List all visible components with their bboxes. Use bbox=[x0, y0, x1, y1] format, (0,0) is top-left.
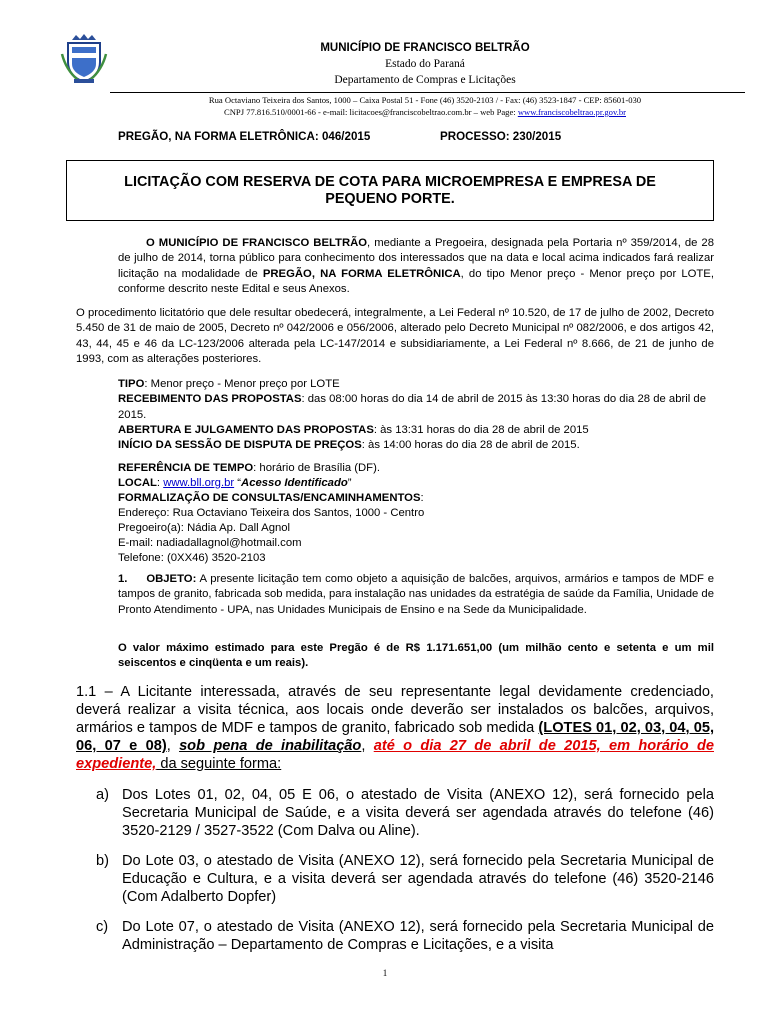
local-quote-open: “ bbox=[234, 477, 242, 489]
section-1-1-sep: , bbox=[166, 738, 180, 754]
local-link[interactable]: www.bll.org.br bbox=[163, 477, 235, 489]
list-item-text: Do Lote 03, o atestado de Visita (ANEXO 12), será fornecido pela Secretaria Municipal de Educação e Cultura, e a visita deverá ser agendada através do telefone (46) 3520-2146 (Com Adalberto Dopfer) bbox=[122, 853, 714, 905]
abertura-value: : às 13:31 horas do dia 28 de abril de 2015 bbox=[373, 423, 589, 436]
header-divider bbox=[110, 92, 745, 93]
section-1-1-sep2: , bbox=[361, 738, 374, 754]
section-1-1 bbox=[76, 683, 714, 773]
intro-bold-lead: O MUNICÍPIO DE FRANCISCO BELTRÃO bbox=[146, 237, 368, 249]
section-1-1-pena: sob pena de inabilitação bbox=[179, 738, 362, 754]
pregao-number: PREGÃO, NA FORMA ELETRÔNICA: 046/2015 bbox=[118, 130, 371, 143]
municipal-coat-of-arms-icon bbox=[60, 34, 108, 84]
recebimento-value: : das 08:00 horas do dia 14 de abril de 2015 às 13:30 horas do dia 28 de abril de 2015. bbox=[118, 393, 706, 421]
formalizacao-label: FORMALIZAÇÃO DE CONSULTAS/ENCAMINHAMENTOS bbox=[118, 492, 421, 504]
page-number: 1 bbox=[382, 968, 388, 978]
section-1-1-text-1: 1.1 – A Licitante interessada, através de seu representante legal devidamente credenciado, deverá realizar a visita técnica, aos locais onde deverão ser instalados os balcões, arquivos, armários e tampos de MDF e tampos de granito, fabricado sob medida bbox=[76, 684, 714, 736]
header-state: Estado do Paraná bbox=[385, 58, 465, 70]
intro-text-2: , do tipo Menor preço - Menor preço por LOTE, conforme descrito neste Edital e seus Anexos. bbox=[118, 267, 714, 295]
tempo-value: : horário de Brasília (DF). bbox=[253, 462, 380, 474]
recebimento-label: RECEBIMENTO DAS PROPOSTAS bbox=[118, 393, 302, 406]
header-contact bbox=[110, 107, 740, 117]
section-1-1-text-2: da seguinte forma: bbox=[156, 756, 282, 772]
list-item-text: Dos Lotes 01, 02, 04, 05 E 06, o atestado de Visita (ANEXO 12), será fornecido pela Secretaria Municipal de Saúde, e a visita deverá ser agendada através do telefone (46) 3520-2129 / 3527-3522 (Com Dalva ou Aline). bbox=[122, 787, 714, 839]
valor-paragraph: O valor máximo estimado para este Pregão é de R$ 1.171.651,00 (um milhão cento e setenta e um mil seiscentos e cinqüenta e um reais). bbox=[118, 642, 714, 670]
header-title: MUNICÍPIO DE FRANCISCO BELTRÃO bbox=[320, 42, 530, 54]
local-access: Acesso Identificado bbox=[241, 477, 348, 489]
tempo-line bbox=[118, 461, 714, 476]
inicio-value: : às 14:00 horas do dia 28 de abril de 2015. bbox=[361, 439, 580, 452]
local-quote-close: ” bbox=[347, 477, 352, 489]
tipo-label: TIPO bbox=[118, 378, 145, 390]
formalizacao-colon: : bbox=[420, 492, 424, 504]
procedure-paragraph: O procedimento licitatório que dele resultar obedecerá, integralmente, a Lei Federal nº 10.520, de 17 de julho de 2002, Decreto 5.450 de 31 de maio de 2005, Decreto nº 042/2006 e 056/2006, alterado pelo Decreto Municipal nº 082/2006, e dos artigos 42, 43, 44, 45 e 46 da LC-123/2006 alterada pela LC-147/2014 e subsidiariamente, a Lei Federal nº 8.666, de 21 de junho de 1993, com as alterações posteriores. bbox=[76, 307, 714, 365]
list-item-label: c) bbox=[96, 919, 109, 935]
section-1-1-deadline: até o dia 27 de abril de 2015, em horário de expediente, bbox=[76, 738, 714, 772]
tipo-line bbox=[118, 377, 714, 392]
header-department: Departamento de Compras e Licitações bbox=[334, 74, 516, 86]
email-line: E-mail: nadiadallagnol@hotmail.com bbox=[118, 537, 302, 549]
title-box bbox=[66, 160, 714, 221]
telefone-line: Telefone: (0XX46) 3520-2103 bbox=[118, 552, 266, 564]
inicio-line bbox=[118, 438, 714, 453]
section-1-1-lotes: (LOTES 01, 02, 03, 04, 05, 06, 07 e 08) bbox=[76, 720, 714, 754]
objeto-text: A presente licitação tem como objeto a aquisição de balcões, arquivos, armários e tampos de MDF e tampos de granito, fabricada sob medida, para instalação nas unidades da estratégia de saúde da Família, Unidade de Pronto Atendimento - UPA, nas Unidades Municipais de Ensino e na Sede da Municipalidade. bbox=[118, 573, 714, 616]
header-address: Rua Octaviano Teixeira dos Santos, 1000 – Caixa Postal 51 - Fone (46) 3520-2103 / - Fax: (46) 3523-1847 - CEP: 85601-030 bbox=[208, 95, 642, 105]
formalizacao-line bbox=[118, 491, 714, 506]
intro-paragraph bbox=[118, 236, 714, 297]
objeto-paragraph bbox=[118, 572, 714, 618]
reference-block bbox=[118, 461, 714, 566]
schedule-block bbox=[118, 377, 714, 453]
pregoeira-line: Pregoeiro(a): Nádia Ap. Dall Agnol bbox=[118, 522, 291, 534]
processo-number: PROCESSO: 230/2015 bbox=[440, 130, 562, 143]
list-item-label: b) bbox=[96, 853, 109, 869]
inicio-label: INÍCIO DA SESSÃO DE DISPUTA DE PREÇOS bbox=[118, 439, 362, 452]
objeto-label: 1. OBJETO: bbox=[118, 573, 197, 585]
recebimento-line bbox=[118, 392, 714, 423]
intro-bold-mode: PREGÃO, NA FORMA ELETRÔNICA bbox=[262, 267, 461, 280]
tipo-value: : Menor preço - Menor preço por LOTE bbox=[144, 378, 340, 390]
local-sep: : bbox=[156, 477, 164, 489]
title-box-text: LICITAÇÃO COM RESERVA DE COTA PARA MICROEMPRESA E EMPRESA DE PEQUENO PORTE. bbox=[124, 173, 656, 207]
abertura-line bbox=[118, 423, 714, 438]
list-item-label: a) bbox=[96, 787, 109, 803]
tempo-label: REFERÊNCIA DE TEMPO bbox=[118, 462, 254, 474]
endereco-line: Endereço: Rua Octaviano Teixeira dos Santos, 1000 - Centro bbox=[118, 507, 425, 519]
local-line bbox=[118, 476, 714, 491]
header-contact-text: CNPJ 77.816.510/0001-66 - e-mail: licitacoes@franciscobeltrao.com.br – web Page: bbox=[223, 107, 518, 117]
list-item-text: Do Lote 07, o atestado de Visita (ANEXO 12), será fornecido pela Secretaria Municipal de Administração – Departamento de Compras e Licitações, e a visita bbox=[122, 919, 714, 953]
header-website-link[interactable]: www.franciscobeltrao.pr.gov.br bbox=[517, 107, 626, 117]
abertura-label: ABERTURA E JULGAMENTO DAS PROPOSTAS bbox=[118, 423, 374, 436]
intro-text-1: , mediante a Pregoeira, designada pela Portaria nº 359/2014, de 28 de julho de 2014, torna público para conhecimento dos interessados que na data e local acima indicados fará realizar licitação na modalidade de bbox=[118, 237, 714, 280]
local-label: LOCAL bbox=[118, 477, 157, 489]
